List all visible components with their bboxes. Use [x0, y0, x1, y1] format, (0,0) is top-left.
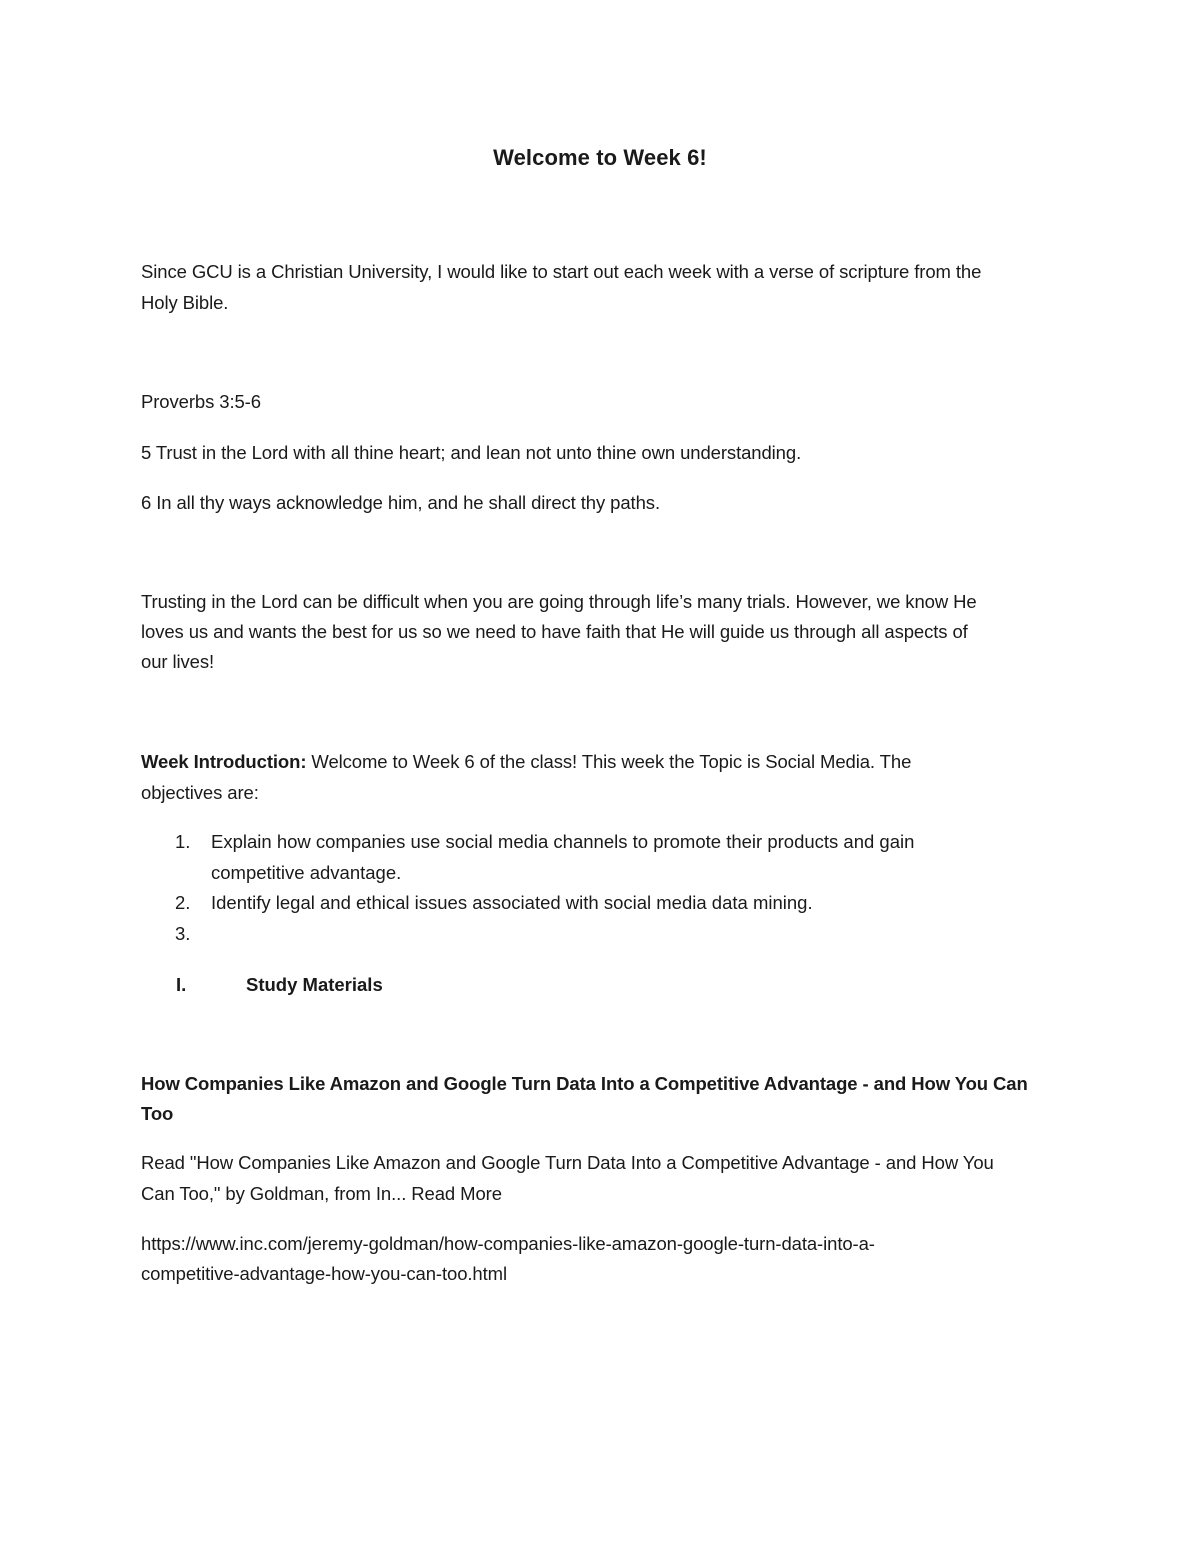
article-title-line-1: How Companies Like Amazon and Google Turn Data Into a Competitive Advantage - and How You Can	[141, 1073, 1028, 1094]
objective-number: 3.	[175, 923, 191, 944]
objective-text: Identify legal and ethical issues associated with social media data mining.	[211, 892, 813, 913]
reflection-line-2: loves us and wants the best for us so we need to have faith that He will guide us through all aspects of	[141, 621, 968, 642]
reflection-line-1: Trusting in the Lord can be difficult when you are going through life’s many trials. However, we know He	[141, 591, 977, 612]
week-introduction-label: Week Introduction:	[141, 751, 307, 772]
week-introduction-line-1	[141, 747, 1061, 777]
objective-number: 1.	[175, 831, 191, 852]
week-introduction-text: Welcome to Week 6 of the class! This week the Topic is Social Media. The	[306, 751, 912, 772]
objective-number: 2.	[175, 892, 191, 913]
section-heading: Study Materials	[246, 974, 383, 995]
read-description-line-2: Can Too," by Goldman, from In... Read More	[141, 1183, 502, 1204]
intro-paragraph-line-2: Holy Bible.	[141, 292, 229, 313]
verse-6: 6 In all thy ways acknowledge him, and he shall direct thy paths.	[141, 492, 660, 513]
read-description-line-1: Read "How Companies Like Amazon and Google Turn Data Into a Competitive Advantage - and How You	[141, 1152, 994, 1173]
page-title: Welcome to Week 6!	[493, 145, 707, 170]
verse-5: 5 Trust in the Lord with all thine heart; and lean not unto thine own understanding.	[141, 442, 802, 463]
verse-reference: Proverbs 3:5-6	[141, 391, 261, 412]
article-url-line-2: competitive-advantage-how-you-can-too.html	[141, 1263, 507, 1284]
article-title-line-2: Too	[141, 1103, 174, 1124]
reflection-line-3: our lives!	[141, 651, 215, 672]
article-url-line-1: https://www.inc.com/jeremy-goldman/how-companies-like-amazon-google-turn-data-into-a-	[141, 1233, 875, 1254]
objective-text-continued: competitive advantage.	[211, 862, 402, 883]
intro-paragraph-line-1: Since GCU is a Christian University, I would like to start out each week with a verse of scripture from the	[141, 261, 982, 282]
section-numeral: I.	[176, 974, 187, 995]
objective-text: Explain how companies use social media channels to promote their products and gain	[211, 831, 915, 852]
week-introduction-line-2: objectives are:	[141, 782, 259, 803]
